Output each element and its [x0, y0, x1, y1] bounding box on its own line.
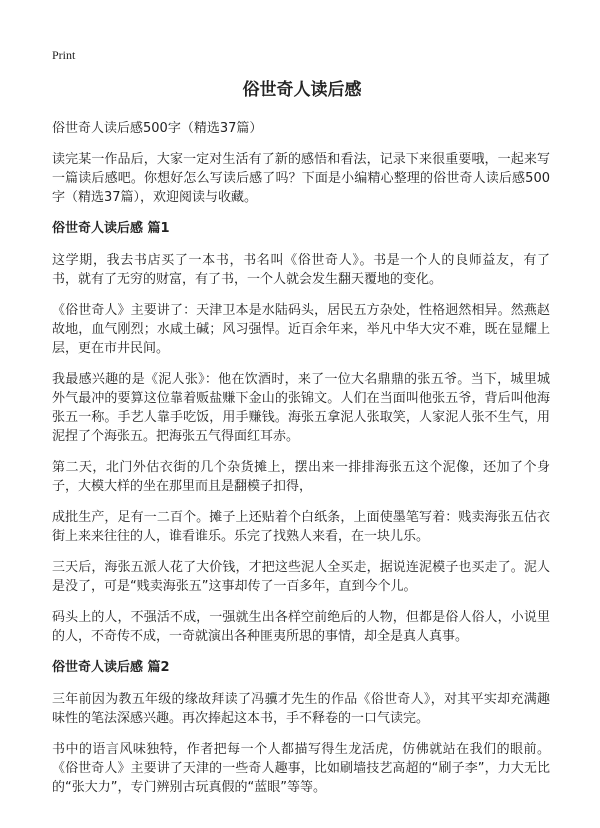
paragraph: 书中的语言风味独特，作者把每一个人都描写得生龙活虎，仿佛就站在我们的眼前。《俗世奇人》主要讲了天津的一些奇人趣事，比如刷墙技艺高超的“刷子李”，力大无比的“张大力”，专门辨别古玩真假的“蓝眼”等等。	[52, 742, 550, 795]
paragraph: 这学期，我去书店买了一本书，书名叫《俗世奇人》。书是一个人的良师益友，有了书，就有了无穷的财富，有了书，一个人就会发生翻天覆地的变化。	[52, 253, 550, 287]
paragraph: 码头上的人，不强活不成，一强就生出各样空前绝后的人物，但都是俗人俗人，小说里的人，不奇传不成，一奇就演出各种匪夷所思的事情，却全是真人真事。	[52, 610, 550, 644]
paragraph: 成批生产，足有一二百个。摊子上还贴着个白纸条，上面使墨笔写着：贱卖海张五估衣街上来来往往的人，谁看谁乐。乐完了找熟人来看，在一块儿乐。	[52, 510, 550, 544]
paragraph: 三天后，海张五派人花了大价钱，才把这些泥人全买走，据说连泥模子也买走了。泥人是没了，可是“贱卖海张五”这事却传了一百多年，直到今个儿。	[52, 560, 550, 594]
paragraph: 我最感兴趣的是《泥人张》：他在饮酒时，来了一位大名鼎鼎的张五爷。当下，城里城外气最冲的要算这位靠着贩盐赚下金山的张锦文。人们在当面叫他张五爷，背后叫他海张五一称。手艺人靠手吃饭，用手赚钱。海张五拿泥人张取笑，人家泥人张不生气，用泥捏了个海张五。把海张五气得面红耳赤。	[52, 372, 550, 444]
paragraph: 第二天，北门外估衣街的几个杂货摊上，摆出来一排排海张五这个泥像，还加了个身子，大模大样的坐在那里而且是翻模子扣得，	[52, 460, 550, 494]
paragraph: 《俗世奇人》主要讲了：天津卫本是水陆码头，居民五方杂处，性格迥然相异。然燕赵故地，血气刚烈；水咸土碱；风习强悍。近百余年来，举凡中华大灾不难，既在显耀上层，更在市井民间。	[52, 303, 550, 356]
page-title: 俗世奇人读后感	[242, 80, 362, 100]
section-heading-2: 俗世奇人读后感 篇2	[52, 660, 170, 675]
section-heading-1: 俗世奇人读后感 篇1	[52, 221, 170, 236]
paragraph: 三年前因为教五年级的缘故拜读了冯骥才先生的作品《俗世奇人》，对其平实却充满趣味性的笔法深感兴趣。再次捧起这本书，手不释卷的一口气读完。	[52, 692, 550, 726]
print-link[interactable]: Print	[52, 48, 76, 62]
intro-paragraph: 读完某一作品后，大家一定对生活有了新的感悟和看法，记录下来很重要哦，一起来写一篇读后感吧。你想好怎么写读后感了吗？下面是小编精心整理的俗世奇人读后感500字（精选37篇），欢迎阅读与收藏。	[52, 152, 550, 205]
article-subtitle: 俗世奇人读后感500字（精选37篇）	[52, 121, 263, 136]
article-content	[52, 150, 550, 809]
